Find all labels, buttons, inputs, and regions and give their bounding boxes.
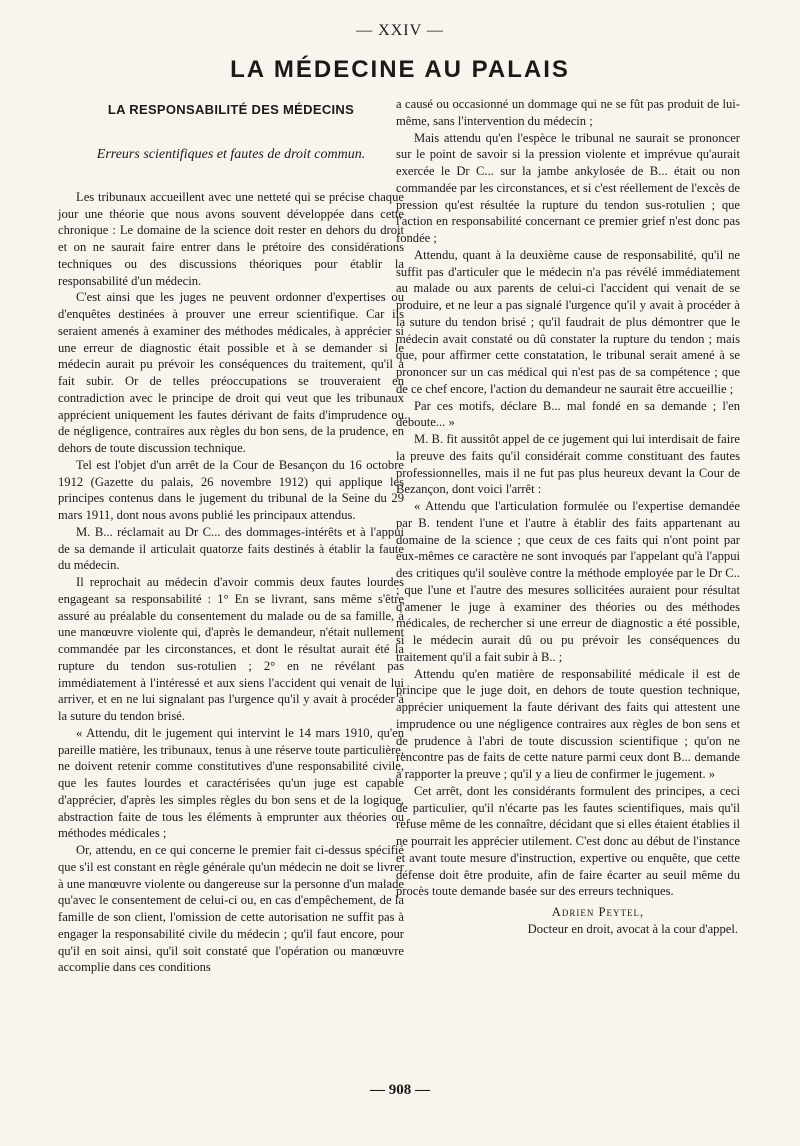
paragraph: Attendu qu'en matière de responsabilité médicale il est de principe que le juge doit, en dehors de toute question technique, apprécier uniquement la faute dérivant des faits qui attestent une imprudence ou une négligence contraires aux règles de bon sens et de prudence à l'abri de toute discussion scientifique ; qu'on ne rencontre pas de faits de cette nature parmi ceux dont B... demande à rapporter la preuve ; qu'il y a lieu de confirmer le jugement. » — [396, 666, 740, 781]
author-name: Adrien Peytel, — [551, 905, 645, 919]
running-head: — XXIV — — [356, 22, 444, 39]
paragraph: M. B... réclamait au Dr C... des dommages-intérêts et à l'appui de sa demande il articulait quatorze faits destinés à établir la faute du médecin. — [58, 524, 404, 573]
paragraph: C'est ainsi que les juges ne peuvent ordonner d'expertises ou d'enquêtes destinées à prouver une erreur scientifique. Car ils seraient amenés à examiner des méthodes médicales, à apprécier si une erreur de diagnostic était possible et à se demander si le médecin aurait pu prévoir les conséquences du traitement, qu'il a fait subir. Or de telles préoccupations se trouveraient en contradiction avec le principe de droit qui veut que les tribunaux apprécient uniquement les fautes dérivant de faits d'imprudence ou de négligence, contraires aux règles du bon sens, de la prudence, en dehors de toute discussion technique. — [58, 290, 404, 455]
page-title: LA MÉDECINE AU PALAIS — [230, 56, 570, 83]
paragraph: Les tribunaux accueillent avec une netteté qui se précise chaque jour une théorie que nous avons souvent développée dans cette chronique : Le domaine de la science doit rester en dehors du droit et on ne saurait faire entrer dans le prétoire des considérations techniques ou des discussions théoriques pour établir la responsabilité d'un médecin. — [58, 189, 404, 288]
paragraph: « Attendu, dit le jugement qui intervint le 14 mars 1910, qu'en pareille matière, les tribunaux, tenus à une réserve toute particulière, ne doivent retenir comme constitutives d'une responsabilité civile, que les fautes lourdes et caractérisées qu'un juge est capable d'apprécier, d'après les simples règles du bon sens et de la logique, abstraction faite de tous les éléments à emprunter aux théories ou méthodes médicales ; — [58, 725, 404, 841]
paragraph: Or, attendu, en ce qui concerne le premier fait ci-dessus spécifié que s'il est constant en règle générale qu'un médecin ne doit se livrer à une manœuvre violente ou dangereuse sur la personne d'un malade qu'avec le consentement de celui-ci ou, en cas d'empêchement, de la famille de son client, l'omission de cette autorisation ne suffit pas à engager la responsabilité civile du médecin ; qu'il faut encore, pour qu'il en soit ainsi, qu'il soit constaté que l'opération ou manœuvre accomplie dans ces conditions — [58, 843, 404, 975]
paragraph: Par ces motifs, déclare B... mal fondé en sa demande ; l'en déboute... » — [396, 398, 740, 430]
paragraph: Mais attendu qu'en l'espèce le tribunal ne saurait se prononcer sur le point de savoir si la pression violente et imprévue qu'aurait exercée le Dr C... sur la jambe ankylosée de B... était ou non commandée par les circonstances, et si c'est réellement de l'excès de pression qu'est résultée la rupture du tendon sus-rotulien ; que l'action en responsabilité concernant ce premier grief n'est donc pas fondée ; — [396, 130, 740, 245]
author-title: Docteur en droit, avocat à la cour d'appel. — [527, 921, 738, 936]
section-heading: LA RESPONSABILITÉ DES MÉDECINS — [107, 102, 355, 117]
paragraph: Il reprochait au médecin d'avoir commis deux fautes lourdes engageant sa responsabilité : 1° En se livrant, sans même s'être assuré au préalable du consentement du malade ou de sa famille, à une manœuvre violente qui, d'après le demandeur, n'était nullement commandée par les circonstances, et dont le résultat aurait été la rupture du tendon sus-rotulien ; 2° en ne révélant pas immédiatement à l'intéressé et aux siens l'accident qui venait de lui arriver, et en ne lui signalant pas l'urgence qu'il y avait à procéder à la suture du tendon brisé. — [58, 575, 404, 723]
paragraph: Tel est l'objet d'un arrêt de la Cour de Besançon du 16 octobre 1912 (Gazette du palais, 26 novembre 1912) qui applique les principes contenus dans le jugement du tribunal de la Seine du 29 mars 1911, dont nous avons publié les principaux attendus. — [58, 457, 404, 522]
left-column — [58, 96, 404, 976]
paragraph: Cet arrêt, dont les considérants formulent des principes, a ceci de particulier, qu'il n'écarte pas les fautes scientifiques, mais qu'il refuse même de les connaître, décidant que si elles étaient établies il ne pourrait les apprécier utilement. C'est donc au début de l'instance et avant toute mesure d'instruction, expertive ou enquête, que cette défense doit être produite, afin de faire écarter au seuil même du procès toute demande basée sur des erreurs techniques. — [396, 783, 740, 899]
right-column — [396, 96, 740, 938]
subheading: Erreurs scientifiques et fautes de droit commun. — [96, 146, 366, 162]
paragraph: M. B. fit aussitôt appel de ce jugement qui lui interdisait de faire la preuve des faits qu'il considérait comme constituant des fautes professionnelles, mais il ne fut pas plus heureux devant la Cour de Bezançon, dont voici l'arrêt : — [396, 432, 740, 497]
paragraph: Attendu, quant à la deuxième cause de responsabilité, qu'il ne suffit pas d'articuler que le médecin n'a pas révélé immédiatement au malade ou aux parents de celui-ci l'accident qui venait de se produire, et ne leur a pas signalé l'urgence qu'il y avait à procéder à la suture du tendon brisé ; qu'il faudrait de plus démontrer que le médecin avait constaté ou dû constater la rupture du tendon ; mais que, pour affirmer cette constatation, le tribunal serait amené à se prononcer sur un cas médical qui n'est pas de sa compétence ; que de ce chef encore, l'action du demandeur ne saurait être accueillie ; — [396, 247, 740, 396]
paragraph: a causé ou occasionné un dommage qui ne se fût pas produit de lui-même, sans l'intervention du médecin ; — [396, 97, 740, 128]
page-number: — 908 — — [370, 1082, 430, 1098]
paragraph: « Attendu que l'articulation formulée ou l'expertise demandée par B. tendent l'une et l'autre à établir des faits appartenant au domaine de la science ; que ceux de ces faits qui n'ont point par eux-mêmes ce caractère ne sont invoqués par l'appelant qu'à l'appui des critiques qu'il soulève contre la méthode employée par le Dr C.. ; que l'une et l'autre des mesures sollicitées auraient pour résultat d'amener le juge à examiner des théories ou des méthodes médicales, de rechercher si une erreur de diagnostic a été possible, si le médecin aurait dû ou pu prévoir les conséquences du traitement qu'il a fait subir à B.. ; — [396, 499, 740, 664]
